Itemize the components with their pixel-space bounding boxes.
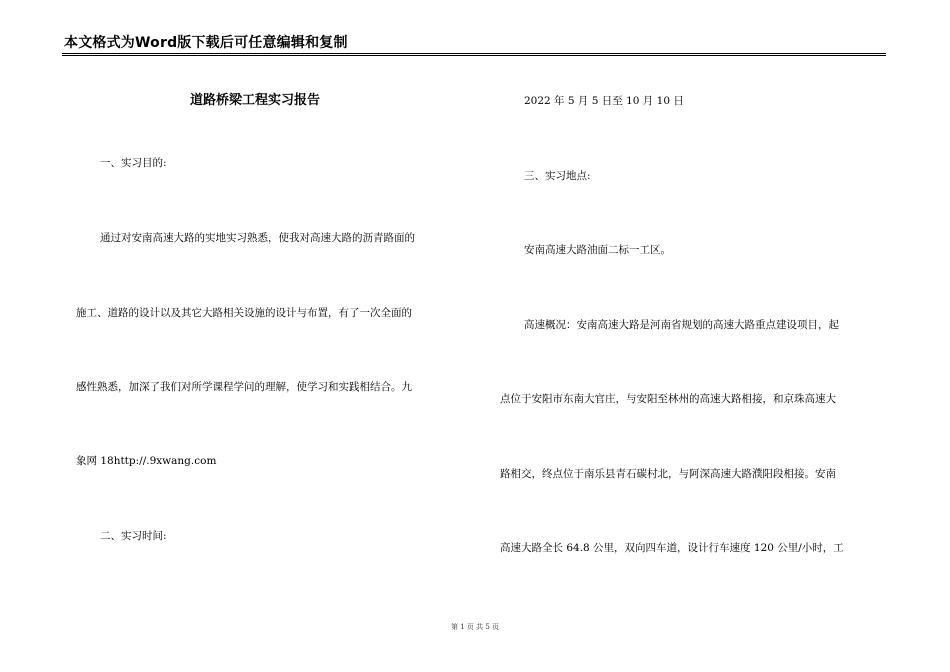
paragraph-line: 象网 18http://.9xwang.com bbox=[76, 455, 217, 467]
paragraph-line: 高速概况：安南高速大路是河南省规划的高速大路重点建设项目，起 bbox=[524, 319, 839, 331]
document-header-banner: 本文格式为Word版下载后可任意编辑和复制 bbox=[64, 35, 348, 51]
paragraph-line: 施工、道路的设计以及其它大路相关设施的设计与布置，有了一次全面的 bbox=[76, 307, 412, 319]
paragraph-line: 高速大路全长 64.8 公里，双向四车道，设计行车速度 120 公里/小时，工 bbox=[500, 542, 844, 554]
paragraph-line: 感性熟悉，加深了我们对所学课程学问的理解，使学习和实践相结合。九 bbox=[76, 381, 412, 393]
internship-date-range: 2022 年 5 月 5 日至 10 月 10 日 bbox=[524, 95, 684, 107]
header-divider bbox=[62, 53, 886, 54]
paragraph-line: 安南高速大路油面二标一工区。 bbox=[524, 244, 671, 256]
paragraph-line: 路相交，终点位于南乐县青石碳村北，与阿深高速大路濮阳段相接。安南 bbox=[500, 468, 836, 480]
section-heading-purpose: 一、实习目的: bbox=[100, 157, 167, 169]
header-divider-secondary bbox=[62, 55, 886, 56]
section-heading-location: 三、实习地点: bbox=[524, 170, 591, 182]
document-title: 道路桥梁工程实习报告 bbox=[190, 93, 321, 108]
section-heading-time: 二、实习时间: bbox=[100, 530, 167, 542]
paragraph-line: 通过对安南高速大路的实地实习熟悉，使我对高速大路的沥青路面的 bbox=[100, 232, 415, 244]
page-footer: 第 1 页 共 5 页 bbox=[450, 623, 500, 631]
paragraph-line: 点位于安阳市东南大官庄，与安阳至林州的高速大路相接，和京珠高速大 bbox=[500, 393, 836, 405]
